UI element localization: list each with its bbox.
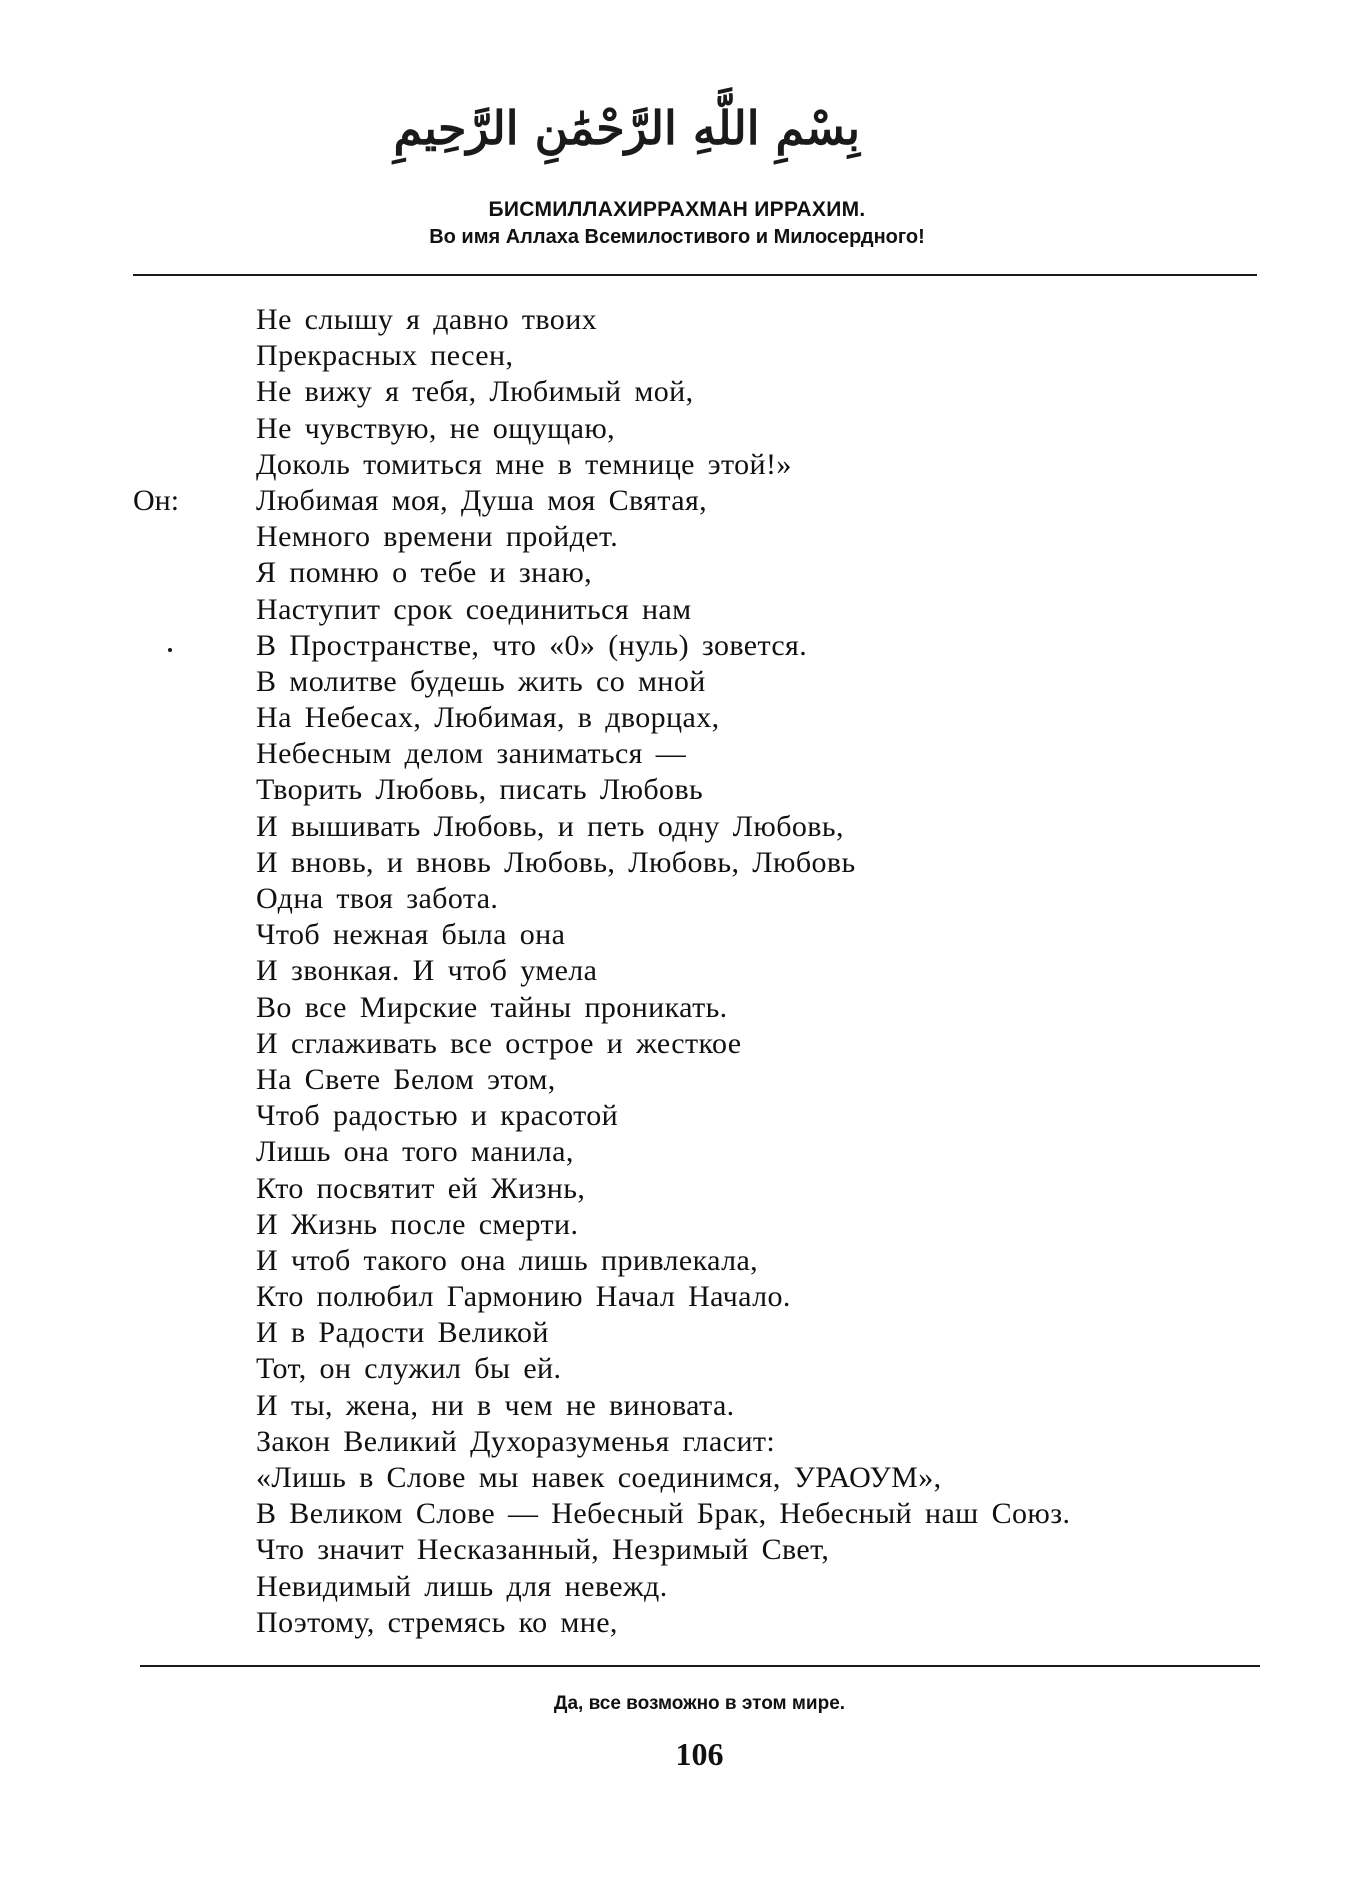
poem-line: Не слышу я давно твоих bbox=[256, 303, 598, 336]
poem-line: Лишь она того манила, bbox=[256, 1135, 574, 1169]
bottom-divider bbox=[140, 1665, 1260, 1667]
poem-line: Не чувствую, не ощущаю, bbox=[256, 411, 616, 445]
poem-line: Во все Мирские тайны проникать. bbox=[256, 990, 728, 1024]
poem-line: Прекрасных песен, bbox=[256, 339, 514, 373]
poem-line: И сглаживать все острое и жесткое bbox=[256, 1026, 742, 1060]
bismillah-calligraphy-text: بِسْمِ اللَّهِ الرَّحْمَٰنِ الرَّحِيمِ bbox=[393, 101, 860, 155]
poem-line: На Небесах, Любимая, в дворцах, bbox=[256, 701, 720, 735]
poem-line: В молитве будешь жить со мной bbox=[256, 664, 706, 698]
footer-note: Да, все возможно в этом мире. bbox=[553, 1693, 846, 1714]
poem-line: В Пространстве, что «0» (нуль) зовется. bbox=[256, 628, 808, 662]
poem-line: Творить Любовь, писать Любовь bbox=[256, 773, 704, 807]
poem-line: Тот, он служил бы ей. bbox=[256, 1352, 562, 1386]
poem-line: Закон Великий Духоразуменья гласит: bbox=[256, 1424, 776, 1458]
poem-line: И чтоб такого она лишь привлекала, bbox=[256, 1243, 759, 1277]
poem-line: Кто посвятит ей Жизнь, bbox=[256, 1171, 586, 1205]
poem-line: «Лишь в Слове мы навек соединимся, УРАОУМ», bbox=[256, 1461, 942, 1494]
poem-line: Небесным делом заниматься — bbox=[256, 737, 687, 771]
page-header-title: БИСМИЛЛАХИРРАХМАН ИРРАХИМ. bbox=[488, 198, 866, 221]
poem-line: Доколь томиться мне в темнице этой!» bbox=[256, 447, 792, 481]
poem-line: Поэтому, стремясь ко мне, bbox=[256, 1605, 618, 1639]
poem-line: И вновь, и вновь Любовь, Любовь, Любовь bbox=[256, 845, 856, 879]
poem-line: Наступит срок соединиться нам bbox=[256, 592, 692, 626]
poem-line: И ты, жена, ни в чем не виновата. bbox=[256, 1388, 735, 1422]
bismillah-calligraphy bbox=[393, 88, 860, 168]
poem-line: И в Радости Великой bbox=[256, 1316, 549, 1350]
poem-line: На Свете Белом этом, bbox=[256, 1062, 556, 1096]
page-number: 106 bbox=[675, 1736, 724, 1772]
poem-line: И вышивать Любовь, и петь одну Любовь, bbox=[256, 809, 844, 843]
poem-line: Немного времени пройдет. bbox=[256, 520, 619, 554]
poem-line: Чтоб радостью и красотой bbox=[256, 1099, 619, 1133]
poem-line: В Великом Слове — Небесный Брак, Небесный наш Союз. bbox=[256, 1497, 1071, 1531]
speaker-label: Он: bbox=[133, 484, 180, 517]
poem-line: Любимая моя, Душа моя Святая, bbox=[256, 483, 708, 517]
page-header-subtitle: Во имя Аллаха Всемилостивого и Милосердного! bbox=[429, 226, 925, 248]
poem-line: И звонкая. И чтоб умела bbox=[256, 954, 598, 988]
poem-line: И Жизнь после смерти. bbox=[256, 1207, 579, 1241]
poem-line: Чтоб нежная была она bbox=[256, 918, 566, 952]
poem-line: Одна твоя забота. bbox=[256, 882, 499, 915]
stray-dot-mark bbox=[168, 648, 172, 652]
poem-line: Что значит Несказанный, Незримый Свет, bbox=[256, 1533, 830, 1567]
top-divider bbox=[133, 274, 1257, 276]
poem-line: Не вижу я тебя, Любимый мой, bbox=[256, 375, 694, 409]
poem-line: Я помню о тебе и знаю, bbox=[256, 556, 593, 590]
poem-line: Кто полюбил Гармонию Начал Начало. bbox=[256, 1280, 791, 1314]
poem-text bbox=[256, 302, 1070, 1641]
poem-line: Невидимый лишь для невежд. bbox=[256, 1569, 668, 1603]
